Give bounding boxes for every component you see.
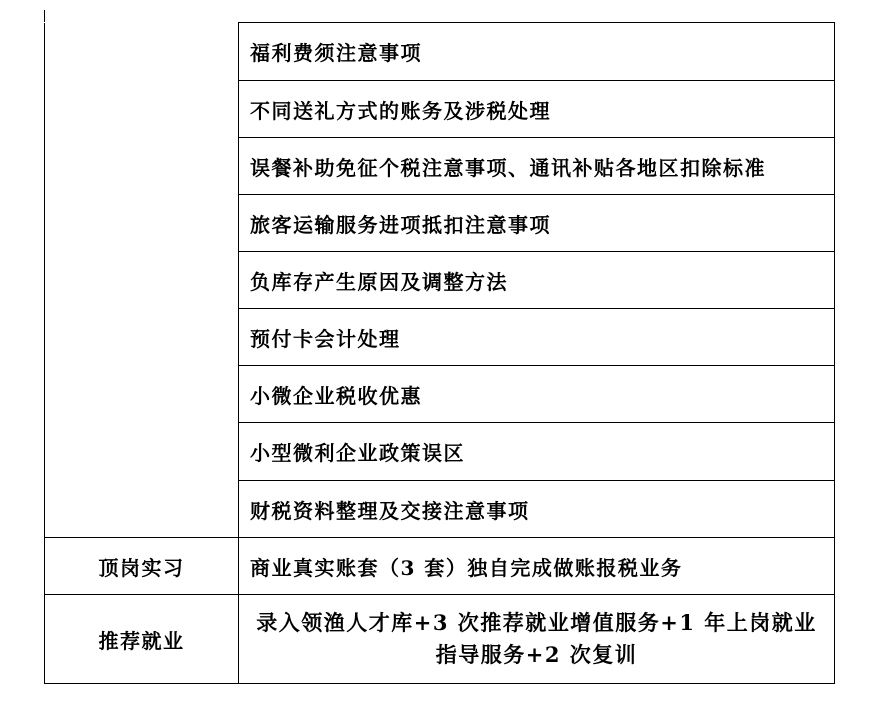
topic-cell: 福利费须注意事项 — [239, 23, 835, 81]
course-topics-table — [44, 22, 835, 684]
topic-cell: 预付卡会计处理 — [239, 309, 835, 366]
topic-cell: 财税资料整理及交接注意事项 — [239, 481, 835, 538]
employment-content — [239, 595, 835, 684]
employment-label: 推荐就业 — [45, 595, 239, 684]
table-body — [45, 23, 835, 684]
table-row — [45, 595, 835, 684]
topic-cell: 不同送礼方式的账务及涉税处理 — [239, 81, 835, 138]
table-row — [45, 23, 835, 81]
topic-cell: 误餐补助免征个税注意事项、通讯补贴各地区扣除标准 — [239, 138, 835, 195]
topic-cell: 负库存产生原因及调整方法 — [239, 252, 835, 309]
internship-label: 顶岗实习 — [45, 538, 239, 595]
table-row — [45, 538, 835, 595]
topic-cell: 旅客运输服务进项抵扣注意事项 — [239, 195, 835, 252]
empty-category-cell — [45, 23, 239, 538]
internship-content: 商业真实账套（3 套）独自完成做账报税业务 — [239, 538, 835, 595]
topic-cell: 小微企业税收优惠 — [239, 366, 835, 423]
employment-content-line: 指导服务+2 次复训 — [435, 642, 638, 667]
table-left-border-tick — [44, 10, 45, 22]
employment-content-line: 录入领渔人才库+3 次推荐就业增值服务+1 年上岗就业 — [256, 610, 817, 635]
topic-cell: 小型微利企业政策误区 — [239, 423, 835, 481]
